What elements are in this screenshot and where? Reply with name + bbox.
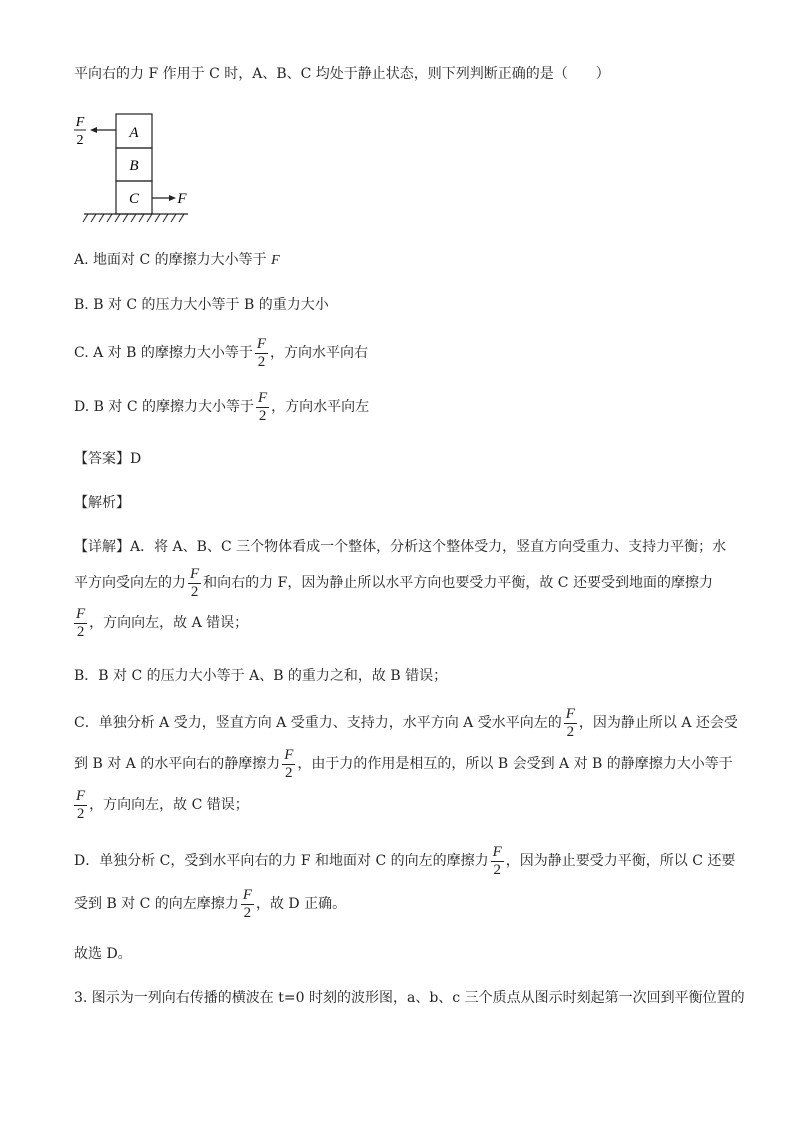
- option-c: C. A 对 B 的摩擦力大小等于 $\frac{F}{2}$ ，方向水平向右: [74, 335, 369, 370]
- detail-d-line2: 受到 B 对 C 的向左摩擦力 $\frac{F}{2}$ ，故 D 正确。: [74, 886, 347, 921]
- detail-d-line1: D．单独分析 C，受到水平向右的力 F 和地面对 C 的向左的摩擦力 $\frac{F}{2}$ ，因为静止要受力平衡，所以 C 还要: [74, 843, 736, 878]
- right-force-label: F: [177, 191, 187, 207]
- option-b: B. B 对 C 的压力大小等于 B 的重力大小: [74, 297, 329, 313]
- detail-c-line3: $\frac{F}{2}$ ，方向向左，故 C 错误；: [76, 787, 249, 822]
- analysis-label: 【解析】: [74, 495, 130, 511]
- detail-c-line1: C．单独分析 A 受力，竖直方向 A 受重力、支持力，水平方向 A 受水平向左的 $\frac{F}{2}$ ，因为静止所以 A 还会受: [74, 705, 738, 740]
- detail-b: B．B 对 C 的压力大小等于 A、B 的重力之和，故 B 错误；: [74, 668, 448, 684]
- block-b-label: B: [129, 158, 139, 174]
- fraction: $\frac{F}{2}$: [256, 335, 267, 370]
- option-d: D. B 对 C 的摩擦力大小等于 $\frac{F}{2}$ ，方向水平向左: [74, 389, 370, 424]
- detail-c-line2: 到 B 对 A 的水平向右的静摩擦力 $\frac{F}{2}$ ，由于力的作用是相互的，所以 B 会受到 A 对 B 的静摩擦力大小等于: [74, 746, 733, 781]
- fraction: $\frac{F}{2}$: [76, 787, 86, 822]
- block-a-label: A: [129, 125, 139, 141]
- answer: 【答案】D: [74, 451, 142, 467]
- detail-a-line1: 【详解】A．将 A、B、C 三个物体看成一个整体，分析这个整体受力，竖直方向受重力、支持力平衡；水: [74, 539, 727, 555]
- block-c-label: C: [128, 191, 140, 207]
- option-a: A. 地面对 C 的摩擦力大小等于 F: [74, 252, 280, 268]
- fraction: $\frac{F}{2}$: [242, 886, 252, 921]
- detail-a-line3: $\frac{F}{2}$ ，方向向左，故 A 错误；: [76, 605, 249, 640]
- fraction: $\frac{F}{2}$: [284, 746, 294, 781]
- fraction: $\frac{F}{2}$: [257, 389, 268, 424]
- conclusion: 故选 D。: [74, 946, 132, 962]
- fraction: $\frac{F}{2}$: [76, 605, 86, 640]
- blocks-figure: [72, 110, 202, 228]
- ground-hatch: [83, 214, 184, 222]
- next-question-stem: 3. 图示为一列向右传播的横波在 t=0 时刻的波形图，a、b、c 三个质点从图示时刻起第一次回到平衡位置的: [74, 990, 745, 1006]
- fraction: $\frac{F}{2}$: [492, 843, 502, 878]
- left-force-den: 2: [76, 133, 84, 148]
- left-force-num: F: [75, 115, 85, 130]
- fraction: $\frac{F}{2}$: [565, 705, 575, 740]
- fraction: $\frac{F}{2}$: [190, 565, 200, 600]
- question-stem: 平向右的力 F 作用于 C 时，A、B、C 均处于静止状态，则下列判断正确的是（ ）: [74, 66, 610, 82]
- left-arrowhead: [90, 127, 97, 133]
- detail-a-line2: 平方向受向左的力 $\frac{F}{2}$ 和向右的力 F，因为静止所以水平方向也要受力平衡，故 C 还要受到地面的摩擦力: [74, 565, 713, 600]
- right-arrowhead: [169, 195, 176, 201]
